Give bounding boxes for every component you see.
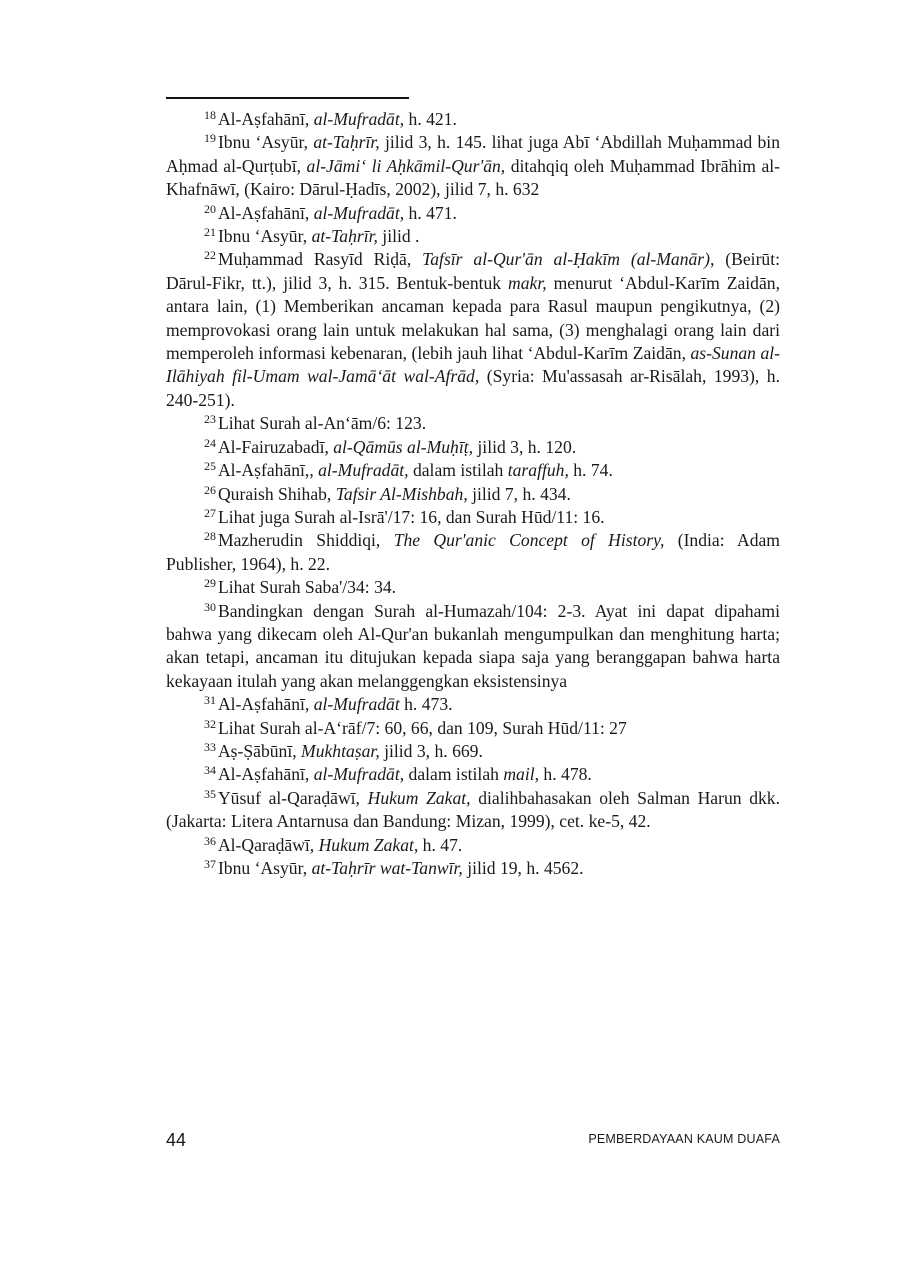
footnote-text: h. 74. <box>568 460 613 481</box>
italic-title: al-Mufradāt, <box>313 202 405 223</box>
footnote-text: Al-Qaraḍāwī, <box>217 834 319 855</box>
footnote-text: h. 471. <box>404 202 457 223</box>
footnote-text: ditahqiq oleh Muḥammad Ibrāhim al-Khafnāwī, (Kairo: Dārul-Ḥadīs, 2002), jilid 7, h. 632 <box>166 155 781 200</box>
footnote-text: jilid . <box>377 226 420 247</box>
footnote-text: Yūsuf al-Qaraḍāwī, <box>217 787 368 808</box>
footnote-number: 19 <box>204 131 216 146</box>
footnote-text: Bandingkan dengan Surah al-Humazah/104: 2-3. Ayat ini dapat dipahami bahwa yang dikecam oleh Al-Qur'an bukanlah mengumpulkan dan menghitung harta; akan tetapi, ancaman itu ditujukan kepada siapa saja yang beranggapan bahwa harta kekayaan itulah yang akan melanggengkan eksistensinya <box>166 600 780 691</box>
footnote-text: (India: Adam Publisher, 1964), h. 22. <box>166 530 780 574</box>
italic-title: al-Mufradāt, <box>313 764 405 785</box>
footnote-text: jilid 3, h. 120. <box>473 436 577 457</box>
footnote-text: Al-Fairuzabadī, <box>217 436 334 457</box>
footnote-separator-rule <box>166 97 409 99</box>
footnote-36 <box>166 834 780 857</box>
page-number: 44 <box>166 1130 187 1150</box>
italic-title: The Qur'anic Concept of History, <box>393 530 665 551</box>
footnote-23 <box>166 412 780 435</box>
footnote-31 <box>166 693 780 716</box>
italic-title: at-Taḥrīr, <box>313 132 380 153</box>
footnote-number: 34 <box>204 763 216 778</box>
italic-title: Hukum Zakat, <box>367 787 471 808</box>
italic-title: al-Mufradāt, <box>313 109 405 129</box>
italic-title: Tafsir Al-Mishbah, <box>335 483 468 504</box>
footnote-text: dalam istilah <box>408 460 508 481</box>
footnote-number: 23 <box>204 412 216 427</box>
italic-title: al-Mufradāt, <box>318 460 409 481</box>
footnote-number: 35 <box>204 786 216 801</box>
footnote-number: 22 <box>204 248 216 263</box>
footnote-text: h. 478. <box>539 764 592 785</box>
footnote-34 <box>166 763 780 786</box>
footnote-number: 18 <box>204 108 216 123</box>
footnote-number: 33 <box>204 740 216 754</box>
footnote-number: 36 <box>204 833 216 848</box>
footnote-text: Lihat Surah al-An‘ām/6: 123. <box>217 413 427 434</box>
footnote-37 <box>166 857 780 880</box>
footnote-text: Ibnu ‘Asyūr, <box>217 132 314 153</box>
footnote-28 <box>166 529 780 576</box>
footnote-27 <box>166 506 780 529</box>
footnote-text: Mazherudin Shiddiqi, <box>217 530 394 551</box>
footnote-32 <box>166 717 780 740</box>
footnote-number: 20 <box>204 201 216 216</box>
footnote-22 <box>166 248 780 412</box>
footnote-number: 32 <box>204 716 216 731</box>
footnote-text: Lihat Surah Saba'/34: 34. <box>217 577 397 598</box>
footnote-text: Al-Aṣfahānī,, <box>217 460 319 481</box>
footnote-text: dalam istilah <box>404 764 504 785</box>
footnote-text: h. 421. <box>404 109 457 129</box>
footnote-text: (Syria: Mu'assasah ar-Risālah, 1993), h. 240-251). <box>166 366 780 410</box>
italic-title: at-Taḥrīr wat-Tanwīr, <box>311 858 463 878</box>
italic-title: Tafsīr al-Qur'ān al-Ḥakīm (al-Manār), <box>422 249 715 270</box>
footnote-text: jilid 3, h. 669. <box>379 740 483 761</box>
footnote-text: Al-Aṣfahānī, <box>217 694 314 715</box>
footnote-number: 28 <box>204 529 216 544</box>
running-title: PEMBERDAYAAN KAUM DUAFA <box>588 1132 780 1146</box>
footnote-text: Ibnu ‘Asyūr, <box>217 226 312 247</box>
italic-title: al-Qāmūs al-Muḥīṭ, <box>333 436 474 457</box>
footnote-text: menurut ‘Abdul-Karīm Zaidān, antara lain, (1) Memberikan ancaman kepada para Rasul maupun pengikutnya, (2) memprovokasi orang lain untuk melakukan hal sama, (3) menghalagi orang lain dari memperoleh informasi kebenaran, (lebih jauh lihat ‘Abdul-Karīm Zaidān, <box>166 272 780 364</box>
footnote-number: 24 <box>204 435 216 450</box>
footnote-number: 26 <box>204 482 216 497</box>
footnote-number: 29 <box>204 576 216 591</box>
footnote-text: Quraish Shihab, <box>217 483 336 504</box>
italic-title: taraffuh, <box>507 460 569 481</box>
footnote-18 <box>166 108 780 131</box>
footnote-number: 25 <box>204 459 216 474</box>
footnote-35 <box>166 787 780 834</box>
italic-title: Mukhtaṣar, <box>301 740 380 761</box>
footnote-19 <box>166 131 780 201</box>
footnote-25 <box>166 459 780 482</box>
footnote-number: 37 <box>204 857 216 872</box>
footnote-text: Muḥammad Rasyīd Riḍā, <box>217 249 423 270</box>
footnote-text: jilid 19, h. 4562. <box>462 858 584 878</box>
footnote-text: Aṣ-Ṣābūnī, <box>217 740 302 761</box>
footnote-text: dialihbahasakan oleh Salman Harun dkk. (Jakarta: Litera Antarnusa dan Bandung: Mizan, 1999), cet. ke-5, 42. <box>166 787 781 832</box>
footnote-text: Al-Aṣfahānī, <box>217 109 314 129</box>
footnote-text: (Beirūt: Dārul-Fikr, tt.), jilid 3, h. 315. Bentuk-bentuk <box>166 249 781 293</box>
italic-title: Hukum Zakat, <box>318 834 419 855</box>
footnote-24 <box>166 436 780 459</box>
footnote-29 <box>166 576 780 599</box>
footnote-number: 27 <box>204 505 216 520</box>
footnote-text: jilid 7, h. 434. <box>467 483 571 504</box>
footnote-text: h. 47. <box>418 834 463 855</box>
footnote-text: Al-Aṣfahānī, <box>217 202 314 223</box>
footnote-text: h. 473. <box>399 694 453 715</box>
italic-title: al-Jāmi‘ li Aḥkāmil-Qur'ān, <box>306 155 506 176</box>
footnote-text: jilid 3, h. 145. lihat juga Abī ‘Abdillah Muḥammad bin Aḥmad al-Qurṭubī, <box>166 132 780 176</box>
footnote-text: Lihat Surah al-A‘rāf/7: 60, 66, dan 109, Surah Hūd/11: 27 <box>217 717 627 738</box>
footnote-20 <box>166 202 780 225</box>
footnote-number: 30 <box>204 599 216 614</box>
footnote-30 <box>166 600 780 694</box>
footnote-text: Ibnu ‘Asyūr, <box>217 858 312 878</box>
footnote-26 <box>166 483 780 506</box>
italic-title: at-Taḥrīr, <box>311 226 378 247</box>
italic-title: as-Sunan al-Ilāhiyah fil-Umam wal-Jamā‘āt wal-Afrād, <box>166 343 780 387</box>
footnote-number: 21 <box>204 225 216 240</box>
footnote-text: Lihat juga Surah al-Isrā'/17: 16, dan Surah Hūd/11: 16. <box>217 506 605 527</box>
italic-title: makr, <box>508 272 547 293</box>
footnote-number: 31 <box>204 693 216 708</box>
italic-title: al-Mufradāt <box>313 694 400 715</box>
italic-title: mail, <box>503 764 540 785</box>
footnote-33 <box>166 740 780 763</box>
footnote-21 <box>166 225 780 248</box>
footnote-text: Al-Aṣfahānī, <box>217 764 314 785</box>
footnotes-section <box>166 108 780 880</box>
